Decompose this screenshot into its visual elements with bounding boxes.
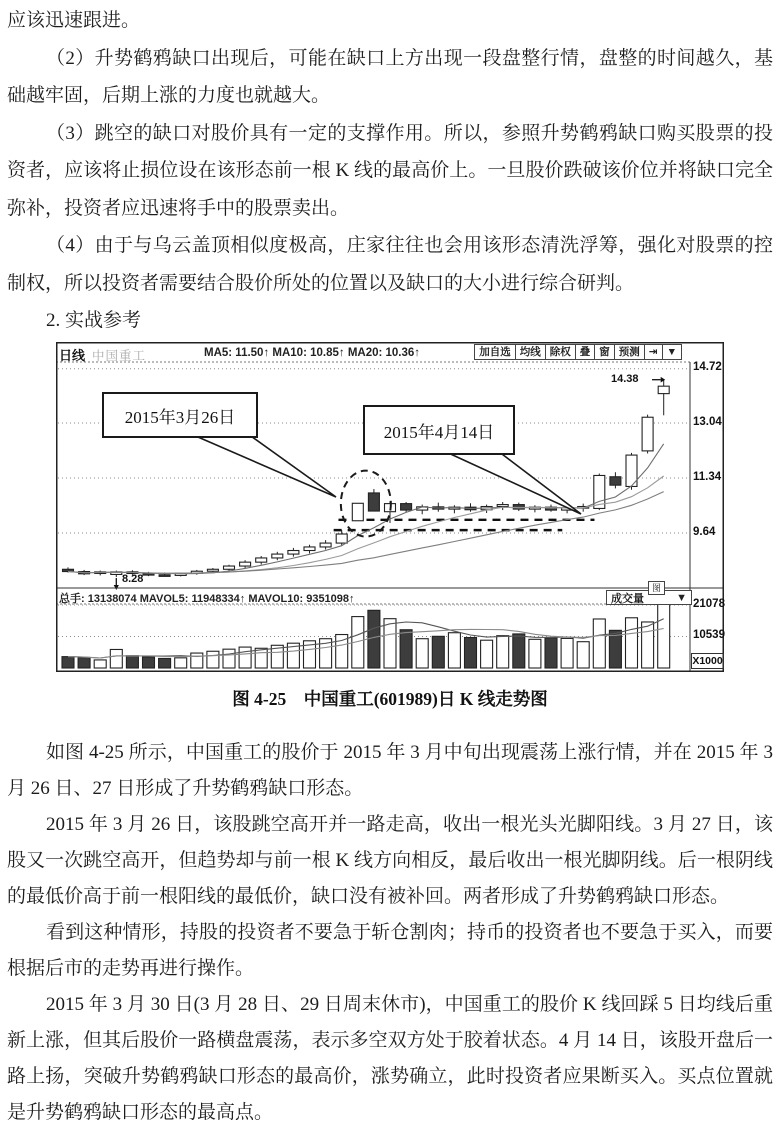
text-block-top [7,2,773,340]
candle-body [304,547,315,551]
candle-body [401,504,412,510]
volume-bar [223,649,235,668]
callout-box-april14: 2015年4月14日 [363,405,515,455]
volume-bar [658,604,670,668]
price-axis-label: 14.72 [693,361,722,373]
volume-bar [416,639,428,668]
candle-body [513,505,524,510]
price-axis-label: 9.64 [693,526,716,538]
kline-chart-figure [56,342,724,672]
chevron-down-icon: ▼ [676,591,687,604]
chevron-down-icon[interactable]: ▼ [662,344,682,360]
candle-body [352,503,363,520]
paragraph: 2015 年 3 月 26 日，该股跳空高开并一路走高，收出一根光头光脚阳线。3 月 27 日，该股又一次跳空高开，但趋势却与前一根 K 线方向相反，最后收出一根光脚阴线。后一根阴线的最低价高于前一根阳线的最低价，缺口没有被补回。两者形成了升势鹤鸦缺口形态。 [7,814,773,907]
volume-bar [513,634,525,668]
volume-axis-label: 21078 [693,598,725,610]
candle-body [207,569,218,571]
pattern-ellipse [341,471,391,537]
ma-values: MA5: 11.50↑ MA10: 10.85↑ MA20: 10.36↑ [204,347,421,359]
volume-bar [577,642,589,668]
collapse-arrow-icon[interactable]: ⇥ [644,344,663,360]
candle-body [63,569,74,571]
candle-body [336,534,347,543]
price-axis-label: 13.04 [693,416,722,428]
paragraph: 应该迅速跟进。 [7,10,141,31]
stock-name: 中国重工 [92,349,147,363]
price-axis-label: 11.34 [693,471,722,483]
paragraph: （4）由于与乌云盖顶相似度极高，庄家往往也会用该形态清洗浮筹，强化对股票的控制权，所以投资者需要结合股价所处的位置以及缺口的大小进行综合研判。 [7,235,773,294]
overlay-button[interactable]: 叠 [575,344,596,360]
candle-body [256,558,267,562]
volume-unit-badge: X1000 [692,655,723,667]
figure-caption: 图 4-25 中国重工(601989)日 K 线走势图 [232,689,548,709]
volume-bar [481,640,493,668]
volume-dropdown-label: 成交量 [611,592,644,605]
volume-bar [400,630,412,668]
chart-toolbar [475,344,682,360]
volume-bar [465,638,477,668]
forecast-button[interactable]: 预测 [614,344,645,360]
ex-rights-button[interactable]: 除权 [545,344,576,360]
window-button[interactable]: 窗 [594,344,615,360]
volume-bar [62,657,74,668]
low-price-annotation: 8.28 [122,573,144,585]
volume-bar [126,656,138,668]
candle-body [320,543,331,547]
volume-bar [432,636,444,668]
section-heading: 2. 实战参考 [45,310,141,331]
high-price-annotation: 14.38 [611,373,639,385]
candle-body [497,505,508,507]
volume-bar [561,638,573,668]
high-annotation-arrowhead [661,377,666,383]
candle-body [642,417,653,451]
callout-pointer [444,451,581,514]
paragraph: 看到这种情形，持股的投资者不要急于斩仓割肉；持币的投资者也不要急于买入，而要根据后市的走势再进行操作。 [7,922,773,979]
volume-bar [368,610,380,668]
candle-body [224,566,235,569]
drawing-tool-icon[interactable]: 图 [648,581,665,595]
ma-lines-button[interactable]: 均线 [515,344,546,360]
volume-bar [384,619,396,668]
volume-bar [255,648,267,668]
volume-bar [497,636,509,668]
volume-bar [642,622,654,668]
candle-body [658,386,669,393]
volume-bar [207,651,219,668]
volume-bar [78,658,90,668]
volume-bar [593,619,605,668]
volume-bar [545,638,557,668]
volume-bar [143,657,155,668]
candle-body [610,477,621,485]
callout-box-march26: 2015年3月26日 [102,392,258,438]
volume-bar [159,658,171,668]
candle-body [272,554,283,558]
volume-bar [175,658,187,668]
volume-bar [191,653,203,668]
paragraph: 2015 年 3 月 30 日(3 月 28 日、29 日周末休市)，中国重工的股价 K 线回踩 5 日均线后重新上涨，但其后股价一路横盘震荡，表示多空双方处于胶着状态。4 月 14 日，该股开盘后一路上扬，突破升势鹤鸦缺口形态的最高价，涨势确立，此时投资者应果断买入。买点位置就是升势鹤鸦缺口形态的最高点。 [7,994,773,1123]
candle-body [288,551,299,555]
paragraph: （3）跳空的缺口对股价具有一定的支撑作用。所以，参照升势鹤鸦缺口购买股票的投资者，应该将止损位设在该形态前一根 K 线的最高价上。一旦股价跌破该价位并将缺口完全弥补，投资者应迅速将手中的股票卖出。 [7,122,773,219]
volume-bar [626,618,638,668]
volume-axis-label: 10539 [693,629,725,641]
volume-header-values: 总手: 13138074 MAVOL5: 11948334↑ MAVOL10: 9351098↑ [59,593,355,605]
text-block-bottom [7,735,773,1128]
period-label: 日线 [59,348,86,363]
mavol-line [68,619,664,658]
candle-body [159,575,170,577]
volume-bar [239,647,251,668]
callout-pointer [191,434,336,497]
volume-bar [110,649,122,668]
paragraph: （2）升势鹤鸦缺口出现后，可能在缺口上方出现一段盘整行情，盘整的时间越久，基础越牢固，后期上涨的力度也就越大。 [7,47,773,106]
paragraph: 如图 4-25 所示，中国重工的股价于 2015 年 3 月中旬出现震荡上涨行情，并在 2015 年 3 月 26 日、27 日形成了升势鹤鸦缺口形态。 [7,742,773,799]
candle-body [368,493,379,511]
mavol-line [68,629,664,659]
volume-bar [94,660,106,668]
volume-bar [529,639,541,668]
candle-body [240,562,251,566]
ma-line [68,492,664,574]
add-favorite-button[interactable]: 加自选 [474,344,516,360]
volume-bar [448,633,460,668]
